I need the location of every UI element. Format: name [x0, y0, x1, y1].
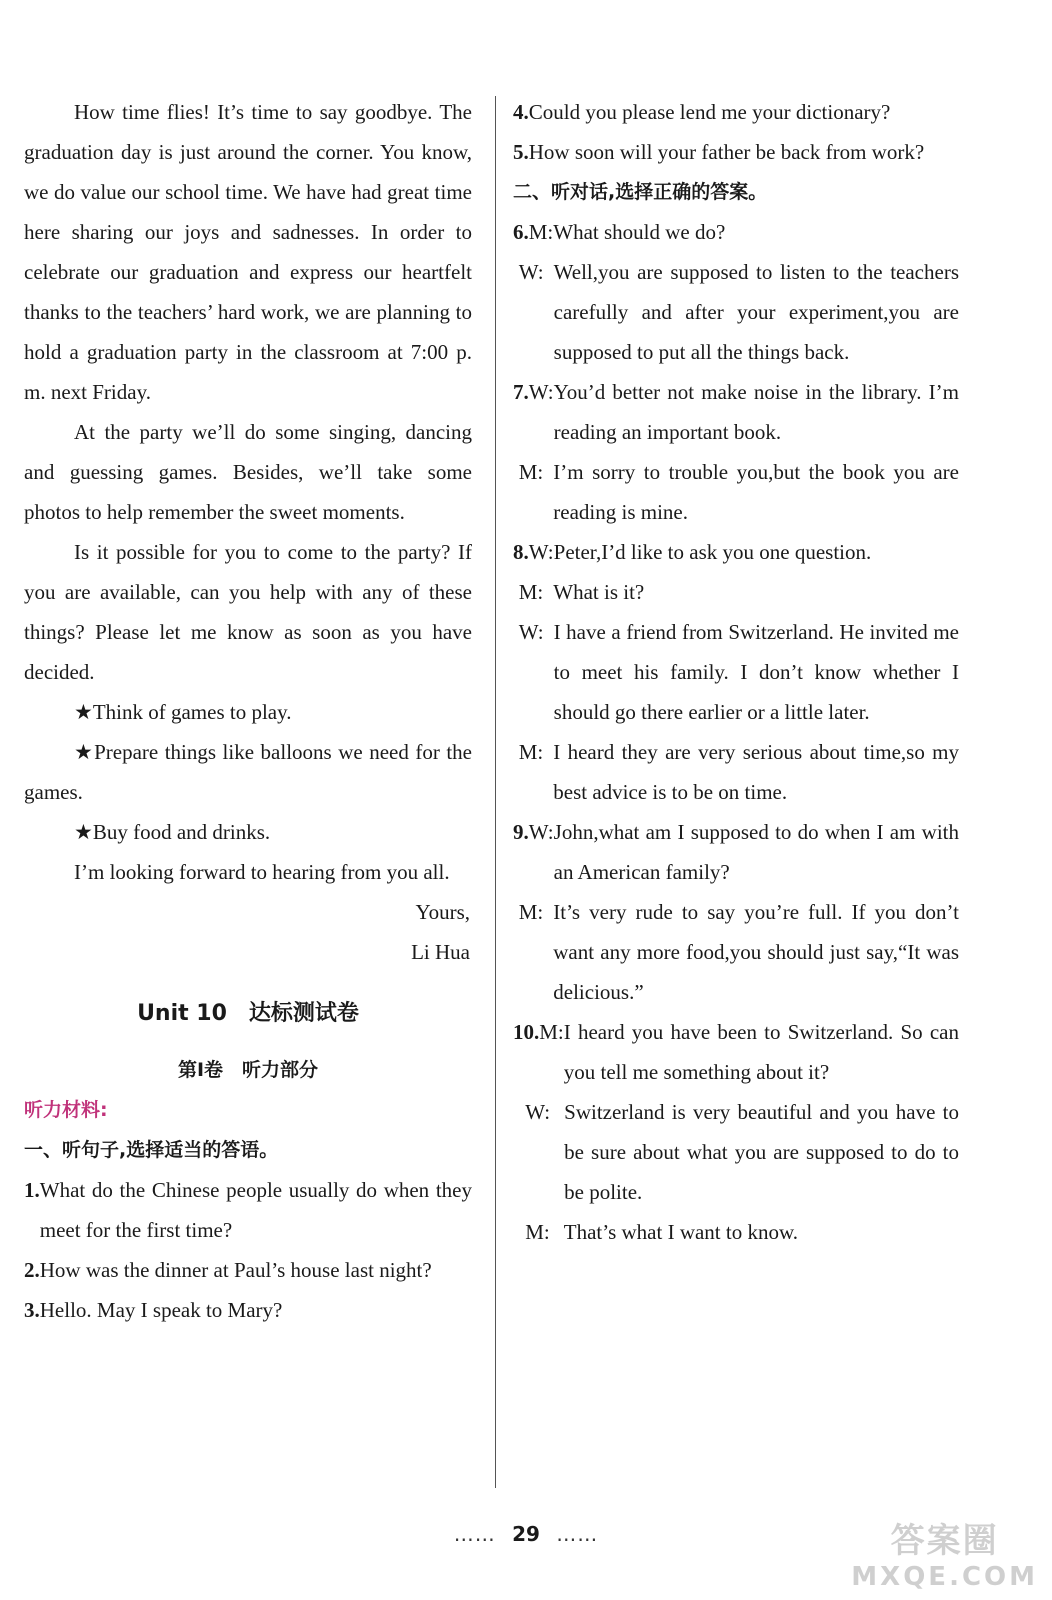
page-number: 29: [512, 1522, 540, 1546]
dialogue-line: [529, 812, 959, 892]
footer-dots-left: ……: [453, 1522, 496, 1546]
dialogue-lines: [518, 532, 959, 812]
left-column: [24, 92, 472, 1330]
dialogue-line: [519, 452, 959, 532]
question-5: [513, 132, 959, 172]
speaker: W:: [528, 380, 554, 404]
dialogue-lines: [518, 212, 959, 372]
speaker: M:: [528, 220, 554, 244]
line-text: What should we do?: [553, 220, 726, 244]
dialogue-10: [513, 1012, 959, 1252]
line-text: Switzerland is very beautiful and you have to be sure about what you are supposed to do to be polite.: [564, 1100, 959, 1204]
letter-bullet-2: ★Prepare things like balloons we need for the games.: [24, 740, 472, 804]
letter-closing: I’m looking forward to hearing from you all.: [74, 860, 450, 884]
speaker: M:: [518, 900, 544, 924]
dialogue-lines: [518, 812, 959, 1012]
question-2: [24, 1250, 472, 1290]
question-text: Could you please lend me your dictionary?: [528, 100, 891, 124]
speaker: W:: [518, 620, 544, 644]
question-text: How soon will your father be back from work?: [528, 140, 925, 164]
dialogue-line: [529, 372, 959, 452]
material-label: 听力材料:: [24, 1099, 108, 1121]
speaker: W:: [528, 820, 554, 844]
speaker: M:: [518, 460, 544, 484]
speaker: M:: [539, 1020, 564, 1044]
letter-bullet-3: ★Buy food and drinks.: [74, 820, 271, 844]
dialogue-8: [513, 532, 959, 812]
speaker: W:: [525, 1100, 551, 1124]
line-text: I heard they are very serious about time,so my best advice is to be on time.: [553, 740, 959, 804]
dialogue-lines: [518, 372, 959, 532]
question-3: [24, 1290, 472, 1330]
line-text: I heard you have been to Switzerland. So can you tell me something about it?: [563, 1020, 959, 1084]
speaker: W:: [528, 540, 554, 564]
watermark-bottom: MXQE.COM: [851, 1562, 1038, 1592]
question-number: 3.: [24, 1298, 40, 1322]
dialogue-6: [513, 212, 959, 372]
question-text: How was the dinner at Paul’s house last night?: [39, 1258, 432, 1282]
speaker: M:: [525, 1220, 550, 1244]
question-number: 9.: [513, 820, 529, 844]
question-text: What do the Chinese people usually do when they meet for the first time?: [39, 1178, 472, 1242]
dialogue-line: [529, 532, 959, 572]
dialogue-7: [513, 372, 959, 532]
line-text: I have a friend from Switzerland. He invited me to meet his family. I don’t know whether I should go there earlier or a little later.: [553, 620, 959, 724]
dialogue-line: [519, 572, 959, 612]
dialogue-line: [529, 212, 959, 252]
question-number: 4.: [513, 100, 529, 124]
question-number: 6.: [513, 220, 529, 244]
question-number: 10.: [513, 1020, 540, 1044]
question-1: [24, 1170, 472, 1250]
letter-sign-off: Yours,: [415, 900, 470, 924]
section1-heading: 一、听句子,选择适当的答语。: [24, 1139, 279, 1161]
line-text: That’s what I want to know.: [563, 1220, 799, 1244]
footer-dots-right: ……: [556, 1522, 599, 1546]
dialogue-line: [525, 1092, 959, 1212]
question-number: 8.: [513, 540, 529, 564]
speaker: M:: [518, 740, 544, 764]
dialogue-9: [513, 812, 959, 1012]
line-text: I’m sorry to trouble you,but the book you are reading is mine.: [553, 460, 959, 524]
line-text: Well,you are supposed to listen to the teachers carefully and after your experiment,you are supposed to put all the things back.: [553, 260, 959, 364]
question-4: [513, 92, 959, 132]
dialogue-line: [519, 732, 959, 812]
right-column: [513, 92, 959, 1252]
line-text: Peter,I’d like to ask you one question.: [553, 540, 872, 564]
letter-paragraph-1: How time flies! It’s time to say goodbye. The graduation day is just around the corner. You know, we do value our school time. We have had great time here sharing our joys and sadnesses. In order to celebrate our graduation and express our heartfelt thanks to the teachers’ hard work, we are planning to hold a graduation party in the classroom at 7:00 p. m. next Friday.: [24, 100, 472, 404]
part-title: 第Ⅰ卷 听力部分: [177, 1059, 319, 1081]
question-number: 7.: [513, 380, 529, 404]
question-number: 2.: [24, 1258, 40, 1282]
column-divider: [495, 96, 496, 1488]
dialogue-line: [519, 892, 959, 1012]
line-text: What is it?: [553, 580, 645, 604]
letter-paragraph-2: At the party we’ll do some singing, dancing and guessing games. Besides, we’ll take some photos to help remember the sweet moments.: [24, 420, 472, 524]
letter-paragraph-3: Is it possible for you to come to the party? If you are available, can you help with any of these things? Please let me know as soon as you have decided.: [24, 540, 472, 684]
section2-heading: 二、听对话,选择正确的答案。: [513, 181, 768, 203]
dialogue-line: [525, 1212, 959, 1252]
letter-bullet-1: ★Think of games to play.: [74, 700, 292, 724]
letter-signature: Li Hua: [411, 940, 470, 964]
unit-title: Unit 10 达标测试卷: [137, 1001, 359, 1026]
watermark-logo: [851, 1513, 1038, 1592]
line-text: It’s very rude to say you’re full. If you don’t want any more food,you should just say,“It was delicious.”: [553, 900, 959, 1004]
line-text: John,what am I supposed to do when I am with an American family?: [553, 820, 959, 884]
question-number: 1.: [24, 1178, 40, 1202]
question-number: 5.: [513, 140, 529, 164]
dialogue-line: [519, 612, 959, 732]
dialogue-line: [519, 252, 959, 372]
dialogue-line: [539, 1012, 959, 1092]
line-text: You’d better not make noise in the library. I’m reading an important book.: [553, 380, 959, 444]
watermark-top: 答案圈: [890, 1521, 999, 1561]
speaker: M:: [518, 580, 544, 604]
question-text: Hello. May I speak to Mary?: [39, 1298, 283, 1322]
speaker: W:: [518, 260, 544, 284]
